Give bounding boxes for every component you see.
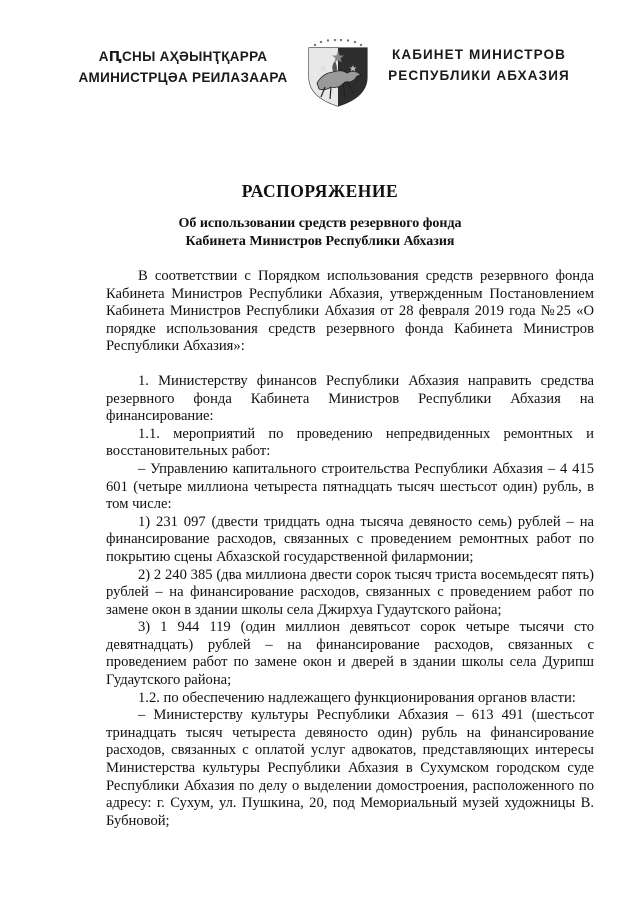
paragraph-item-2: 2) 2 240 385 (два миллиона двести сорок тысяч триста восемьдесят пять) рублей – на финансирование расходов, связанных с проведением работ по замене окон в здании школы села Джирхуа Гудаутского района;	[106, 566, 594, 618]
header-right-line-1: КАБИНЕТ МИНИСТРОВ	[392, 47, 566, 62]
paragraph-1-1: 1.1. мероприятий по проведению непредвиденных ремонтных и восстановительных работ:	[106, 425, 594, 460]
preamble-paragraph: В соответствии с Порядком использования средств резервного фонда Кабинета Министров Республики Абхазия, утвержденным Постановлением Кабинета Министров Республики Абхазия от 28 февраля 2019 года №25 «О порядке использования средств резервного фонда Кабинета Министров Республики Абхазия»:	[106, 268, 594, 355]
paragraph-ministry-culture: – Министерству культуры Республики Абхазия – 613 491 (шестьсот тринадцать тысяч четыреста девяносто один) рубль на финансирование расходов, связанных с оплатой услуг адвокатов, представляющих интересы Министерства культуры Республики Абхазия в Сухумском городском суде Республики Абхазия по делу о выделении домостроения, расположенного по адресу: г. Сухум, ул. Пушкина, 20, под Мемориальный музей художницы В. Бубновой;	[106, 707, 594, 829]
header-left-abkhaz	[78, 46, 288, 88]
paragraph-1: 1. Министерству финансов Республики Абхазия направить средства резервного фонда Кабинета Министров Республики Абхазия на финансирование:	[106, 372, 594, 425]
document-title: РАСПОРЯЖЕНИЕ	[241, 181, 399, 201]
header-right-russian	[384, 44, 574, 86]
document-subtitle	[100, 215, 540, 250]
header-left-line-2: АМИНИСТРЦӘА РЕИЛАЗААРА	[78, 70, 288, 85]
header-right-line-2: РЕСПУБЛИКИ АБХАЗИЯ	[388, 68, 570, 83]
header-left-line-1: АԤСНЫ АҲӘЫНҬҚАРРА	[98, 49, 268, 64]
paragraph-uks: – Управлению капитального строительства Республики Абхазия – 4 415 601 (четыре миллиона четыреста пятнадцать тысяч шестьсот один) рубль, в том числе:	[106, 460, 594, 513]
paragraph-item-1: 1) 231 097 (двести тридцать одна тысяча девяносто семь) рублей – на финансирование расходов, связанных с проведением ремонтных работ по покрытию сцены Абхазской государственной филармонии;	[106, 513, 594, 565]
coat-of-arms-icon	[303, 39, 373, 107]
document-body	[106, 268, 594, 830]
subtitle-line-2: Кабинета Министров Республики Абхазия	[185, 233, 455, 249]
paragraph-item-3: 3) 1 944 119 (один миллион девятьсот сорок четыре тысячи сто девятнадцать) рублей – на финансирование расходов, связанных с проведением работ по замене окон и дверей в здании школы села Дурипш Гудаутского района;	[106, 619, 594, 689]
paragraph-1-2: 1.2. по обеспечению надлежащего функционирования органов власти:	[138, 689, 576, 706]
subtitle-line-1: Об использовании средств резервного фонда	[178, 216, 462, 231]
